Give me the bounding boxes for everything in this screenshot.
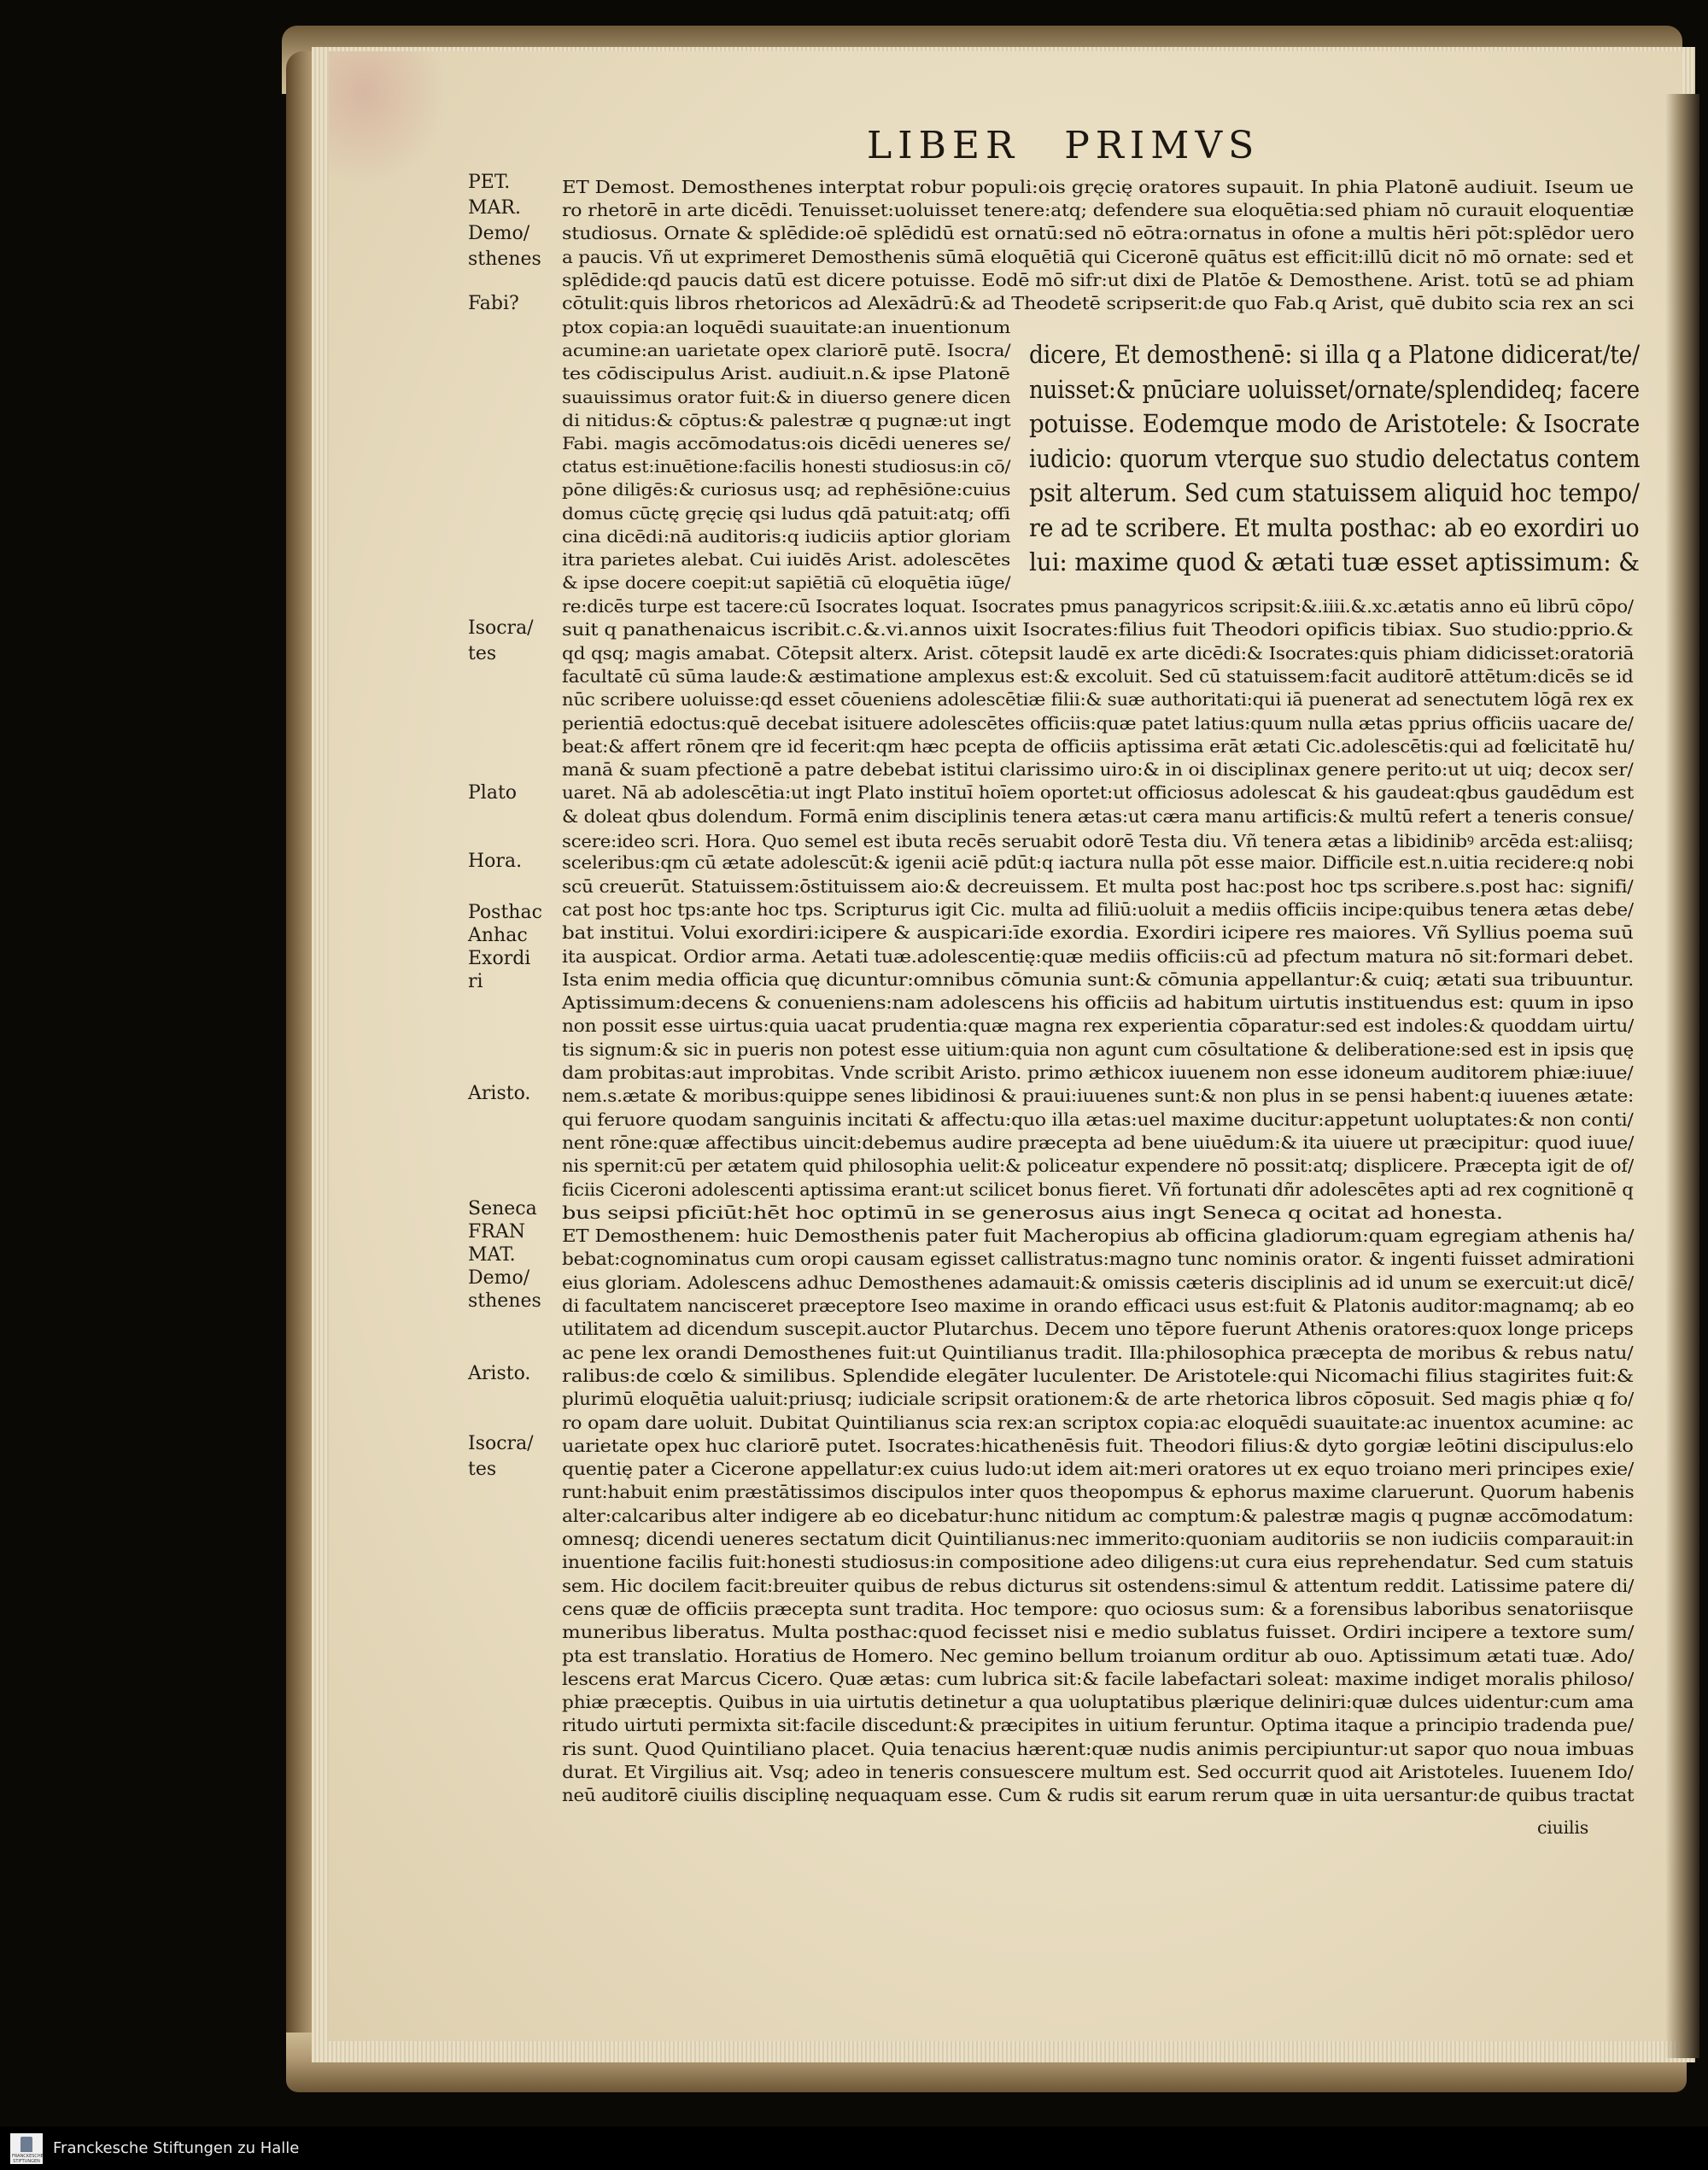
text-line: ET Demost. Demosthenes interptat robur populi:ois gręcię oratores supauit. In phia Platonē audiuit. Iseum ue xyxy=(562,177,1634,197)
margin-note: Aristo. xyxy=(468,1083,531,1104)
margin-note: MAT. xyxy=(468,1244,516,1266)
text-line: tis signum:& sic in pueris non potest esse uitium:quia non agunt cum cōsultatione & deliberatione:sed est in ipsis quę xyxy=(562,1038,1635,1060)
text-line: Ista enim media officia quę dicuntur:omnibus cōmunia sunt:& cōmunia appellantur:& cuiq; ætati sua tribuuntur. xyxy=(562,968,1634,990)
text-line: pta est translatio. Horatius de Homero. Nec gemino bellum troianum orditur ab ouo. Aptissimum ætati tuæ. Ado/ xyxy=(562,1645,1635,1666)
text-line: di facultatem nancisceret præceptore Iseo maxime in orando efficaci usus est:fuit & Platonis auditor:magnamq; ab eo xyxy=(562,1296,1635,1316)
text-line: ritudo uirtuti permixta sit:facile discedunt:& præcipites in uitium feruntur. Optima itaque a principio tradenda pue/ xyxy=(562,1715,1634,1736)
text-line: di nitidus:& cōptus:& palestræ q pugnæ:ut ingt xyxy=(562,410,1011,430)
text-line: neū auditorē ciuilis disciplinę nequaquam esse. Cum & rudis sit earum rerum quæ in uita uersantur:de quibus tractat xyxy=(562,1785,1635,1806)
text-line: acumine:an uarietate opex clariorē putē. Isocra/ xyxy=(562,341,1011,361)
text-line: durat. Et Virgilius ait. Vsq; adeo in teneris consuescere multum est. Sed occurrit quod ait Aristoteles. Iuuenem Ido/ xyxy=(562,1762,1634,1782)
running-head-word: PRIMVS xyxy=(1064,124,1261,167)
text-line: perientiā edoctus:quē decebat isituere adolescētes officiis:quæ patet latius:quum nulla ætas pprius officiis uacare de/ xyxy=(562,712,1634,734)
margin-note: Anhac xyxy=(468,925,528,946)
text-line: cina dicēdi:nā auditoris:q iudiciis aptior gloriam xyxy=(562,526,1011,547)
text-line: ctatus est:inuētione:facilis honesti studiosus:in cō/ xyxy=(562,457,1011,477)
text-line: dam probitas:aut improbitas. Vnde scribit Aristo. primo æthicox iuuenem non esse idoneum auditorem phiæ:iuue/ xyxy=(562,1062,1634,1083)
text-line: qui feruore quodam sanguinis incitati & affectu:quo illa ætas:uel maxime ducitur:appetunt uoluptates:& non conti/ xyxy=(562,1108,1634,1130)
text-line: nis spernit:cū per ætatem quid philosophia uelit:& policeatur expendere nō possit:atq; displicere. Præcepta igit de of/ xyxy=(562,1155,1634,1177)
text-line: potuisse. Eodemque modo de Aristotele: & Isocrate xyxy=(1029,409,1641,438)
text-line: suit q panathenaicus iscribit.c.&.vi.annos uixit Isocrates:filius fuit Theodori opificis tibiax. Suo studio:pprio.& xyxy=(562,619,1634,640)
text-line: bebat:cognominatus cum oropi causam egisset callistratus:magno tunc nominis orator. & ingenti fuisset admirationi xyxy=(562,1249,1635,1270)
text-line: pōne diligēs:& curiosus usq; ad rephēsiōne:cuius xyxy=(562,480,1011,500)
margin-note: ri xyxy=(468,971,483,992)
text-line: lui: maxime quod & ætati tuæ esset aptissimum: & xyxy=(1029,547,1640,576)
text-line: ro rhetorē in arte dicēdi. Tenuisset:uoluisset tenere:atq; defendere sua eloquētia:sed phiam nō curauit eloquentiæ xyxy=(562,200,1635,221)
text-line: re ad te scribere. Et multa posthac: ab eo exordiri uo xyxy=(1029,512,1640,542)
text-line: a paucis. Vñ ut exprimeret Demosthenis sūmā eloquētiā qui Ciceronē quātus est efficit:illū dicit nō mō ornate: sed et xyxy=(562,246,1634,267)
text-line: plurimū eloquētia ualuit:priusq; iudiciale scripsit orationem:& de arte rhetorica libros cōposuit. Sed magis phiæ q fo/ xyxy=(562,1389,1634,1410)
text-line: nūc scribere uoluisse:qd esset cōueniens adolescētiæ filii:& suæ authoritati:qui iā puenerat ad senectutem lōgā rex ex xyxy=(562,689,1634,711)
text-line: sceleribus:qm cū ætate adolescūt:& igenii aciē pdūt:q iactura nulla pōt esse maior. Difficile est.n.uitia recidere:q nobi xyxy=(562,852,1634,874)
text-line: ro opam dare uoluit. Dubitat Quintilianus scia rex:an scriptox copia:ac eloquēdi suauitate:ac inuentox acumine: ac xyxy=(562,1412,1634,1433)
text-line: & ipse docere coepit:ut sapiētiā cū eloquētia iūge/ xyxy=(562,573,1011,594)
margin-note: Isocra/ xyxy=(468,617,534,639)
text-line: cens quæ de officiis præcepta sunt tradita. Hoc tempore: quo ociosus sum: & a forensibus laboribus senatoriisque xyxy=(562,1598,1634,1619)
text-line: uarietate opex huc clariorē putet. Isocrates:hicathenēsis fuit. Theodori filius:& dyto gorgiæ leōtini discipulus:elo xyxy=(562,1435,1634,1456)
text-line: ficiis Ciceroni adolescenti aptissima erant:ut scilicet bonus fieret. Vñ fortunati dñr adolescētes apti ad rex cognitionē q xyxy=(562,1179,1634,1200)
text-line: ralibus:de cœlo & similibus. Splendide elegāter luculenter. De Aristotele:qui Nicomachi filius stagirites fuit:& xyxy=(562,1365,1634,1386)
text-line: dicere, Et demosthenē: si illa q a Platone didicerat/te/ xyxy=(1029,340,1640,369)
text-line: ac pene lex orandi Demosthenes fuit:ut Quintilianus tradit. Illa:philosophica præcepta de moribus & rebus natu/ xyxy=(562,1342,1634,1363)
margin-note: Fabi? xyxy=(468,293,519,314)
text-line: re:dicēs turpe est tacere:cū Isocrates loquat. Isocrates pmus panagyricos scripsit:&.iiii.&.xc.ætatis anno eū librū cōpo/ xyxy=(562,596,1634,617)
margin-note: Demo/ xyxy=(468,223,530,244)
margin-note: PET. xyxy=(468,172,511,193)
margin-note: tes xyxy=(468,643,497,664)
footer-bar xyxy=(0,2126,1708,2170)
text-line: psit alterum. Sed cum statuissem aliquid hoc tempo/ xyxy=(1029,478,1640,507)
running-head-word: LIBER xyxy=(867,124,1021,167)
text-line: utilitatem ad dicendum suscepit.auctor Plutarchus. Decem uno tēpore fuerunt Athenis oratores:quox longe priceps xyxy=(562,1319,1634,1340)
running-head xyxy=(867,124,1304,167)
catchword: ciuilis xyxy=(1537,1817,1589,1838)
margin-note: Plato xyxy=(468,782,518,804)
margin-note: Seneca xyxy=(468,1198,537,1220)
text-line: omnesq; dicendi ueneres sectatum dicit Quintilianus:nec immerito:quoniam auditoriis se non iudiciis comparauit:in xyxy=(562,1529,1634,1549)
text-line: facultatē cū sūma laude:& æstimatione amplexus est:& excoluit. Sed cū statuissem:facit auditorē attētum:dicēs se id xyxy=(562,665,1634,687)
francke-foundation-logo[interactable] xyxy=(10,2133,43,2164)
text-line: muneribus liberatus. Multa posthac:quod fecisset nisi e medio sublatus fuisset. Ordiri incipere a textore sum/ xyxy=(562,1622,1635,1643)
text-line: nuisset:& pnūciare uoluisset/ornate/splendideq; facere xyxy=(1029,374,1640,404)
text-line: sem. Hic docilem facit:breuiter quibus de rebus dicturus sit ostendens:simul & attentum reddit. Latissime patere di/ xyxy=(562,1575,1635,1596)
text-line: ET Demosthenem: huic Demosthenis pater fuit Macheropius ab officina gladiorum:quam egregiam athenis ha/ xyxy=(562,1225,1635,1247)
text-line: phiæ præceptis. Quibus in uia uirtutis detinetur a qua uoluptatibus plærique deliniri:quæ dulces uidentur:cum ama xyxy=(562,1692,1635,1713)
text-line: scū creuerūt. Statuissem:ōstituissem aio:& decreuissem. Et multa post hac:post hoc tps scribere.s.post hac: signifi/ xyxy=(562,875,1634,897)
footer-logo-caption: FRANCKESCHE STIFTUNGEN xyxy=(12,2154,44,2164)
footer-text[interactable]: Franckesche Stiftungen zu Halle xyxy=(53,2139,300,2157)
text-line: cat post hoc tps:ante hoc tps. Scripturus igit Cic. multa ad filiū:uoluit a mediis officiis incipe:quibus tenera ætas debe/ xyxy=(562,898,1634,920)
text-line: runt:habuit enim præstātissimos discipulos inter quos theopompus & ephorus maxime claruerunt. Quorum habenis xyxy=(562,1482,1635,1503)
text-line: quentię pater a Cicerone appellatur:ex cuius ludo:ut idem ait:meri oratores ut ex equo troiano meri principes exie/ xyxy=(562,1459,1635,1480)
margin-note: Exordi xyxy=(468,948,531,969)
building-icon xyxy=(20,2137,32,2152)
text-line: Aptissimum:decens & conueniens:nam adolescens his officiis ad habitum uirtutis instituendus est: quum in ipso xyxy=(562,992,1634,1014)
text-line: suauissimus orator fuit:& in diuerso genere dicen xyxy=(562,387,1011,407)
text-line: qd qsq; magis amabat. Cōtepsit alterx. Arist. cōtepsit laudē ex arte dicēdi:& Isocrates:quis phiam didicisset:oratoriā xyxy=(562,642,1635,664)
text-line: uaret. Nā ab adolescētia:ut ingt Plato instituī hoīem oportet:ut officiosus adolescat & his gaudeat:qbus gaudēdum est xyxy=(562,782,1635,804)
margin-note: Demo/ xyxy=(468,1267,530,1289)
text-line: Fabi. magis accōmodatus:ois dicēdi ueneres se/ xyxy=(562,434,1010,453)
text-line: studiosus. Ornate & splēdide:oē splēdidū est ornatū:sed nō eōtra:ornatus in ofone a multis hēri pōt:splēdor uero xyxy=(562,223,1635,244)
margin-note: FRAN xyxy=(468,1221,525,1243)
text-line: bus seipsi pficiūt:hēt hoc optimū in se generosus aius ingt Seneca q ocitat ad honesta. xyxy=(562,1202,1503,1223)
text-line: manā & suam pfectionē a patre debebat istitui clarissimo uiro:& in oi disciplinax genere perito:ut ut uiq; decox ser/ xyxy=(562,759,1634,781)
text-line: itra parietes alebat. Cui iuidēs Arist. adolescētes xyxy=(562,550,1011,570)
margin-note: sthenes xyxy=(468,1290,541,1312)
text-line: bat institui. Volui exordiri:icipere & auspicari:īde exordia. Exordiri icipere res maiores. Vñ Syllius poema suū xyxy=(562,922,1634,944)
text-line: domus cūctę gręcię qsi ludus qdā patuit:atq; offi xyxy=(562,503,1010,523)
text-line: splēdide:qd paucis datū est dicere potuisse. Eodē mō sifr:ut dixi de Platōe & Demosthene. Arist. totū se ad phiam xyxy=(562,269,1635,290)
text-line: ita auspicat. Ordior arma. Aetati tuæ.adolescentię:quæ mediis officiis:cū ad pfectum matura nō sit:formari debet. xyxy=(562,945,1634,967)
margin-note: Isocra/ xyxy=(468,1433,534,1454)
text-line: alter:calcaribus alter indigere ab eo dicebatur:hunc nitidum ac comptum:& palestræ magis q pugnæ accōmodatum: xyxy=(562,1505,1634,1526)
page-gutter xyxy=(1665,94,1699,2058)
text-line: eius gloriam. Adolescens adhuc Demosthenes adamauit:& omissis cæteris disciplinis ad id unum se exercuit:ut dicē/ xyxy=(562,1272,1634,1293)
text-line: nem.s.ætate & moribus:quippe senes libidinosi & praui:iuuenes sunt:& non plus in se pensi habent:q iuuenes ætate: xyxy=(562,1085,1635,1107)
text-line: beat:& affert rōnem qre id fecerit:qm hæc pcepta de officiis aptissima erāt ætati Cic.adolescētis:qui ad fœlicitatē hu/ xyxy=(562,735,1635,757)
text-line: & doleat qbus dolendum. Formā enim disciplinis tenera ætas:ut cæra manu artificis:& multū refert a teneris consue/ xyxy=(562,805,1634,827)
text-line: iudicio: quorum vterque suo studio delectatus contem xyxy=(1029,443,1641,473)
margin-note: Aristo. xyxy=(468,1363,531,1384)
text-line: non possit esse uirtus:quia uacat prudentia:quæ magna rex experientia cōparatur:sed est indoles:& quoddam uirtu/ xyxy=(562,1015,1635,1037)
text-line: ptox copia:an loquēdi suauitate:an inuentionum xyxy=(562,318,1011,337)
margin-note: Hora. xyxy=(468,851,523,872)
text-line: nent rōne:quæ affectibus uincit:debemus audire præcepta ad bene uiuēdum:& ita uiuere ut præcipitur: quod iuue/ xyxy=(562,1132,1635,1153)
text-line: cōtulit:quis libros rhetoricos ad Alexādrū:& ad Theodetē scripserit:de quo Fab.q Arist, quē dubito scia rex an sci xyxy=(562,293,1635,313)
margin-note: tes xyxy=(468,1459,497,1480)
text-line: lescens erat Marcus Cicero. Quæ ætas: cum lubrica sit:& facile labefactari soleat: maxime indiget moralis philoso/ xyxy=(562,1668,1635,1689)
text-line: ris sunt. Quod Quintiliano placet. Quia tenacius hærent:quæ nudis animis percipiuntur:ut sapor quo noua imbuas xyxy=(562,1738,1635,1759)
text-line: scere:ideo scri. Hora. Quo semel est ibuta recēs seruabit odorē Testa diu. Vñ tenera ætas a libidinibꝰ arcēda est:aliisq; xyxy=(562,831,1635,851)
text-line: tes cōdiscipulus Arist. audiuit.n.& ipse Platonē xyxy=(562,364,1010,384)
margin-note: sthenes xyxy=(468,249,541,270)
margin-note: MAR. xyxy=(468,197,521,219)
margin-note: Posthac xyxy=(468,902,542,923)
text-line: inuentione facilis fuit:honesti studiosus:in compositione adeo diligens:ut cura eius reprehendatur. Sed cum statuis xyxy=(562,1552,1634,1573)
